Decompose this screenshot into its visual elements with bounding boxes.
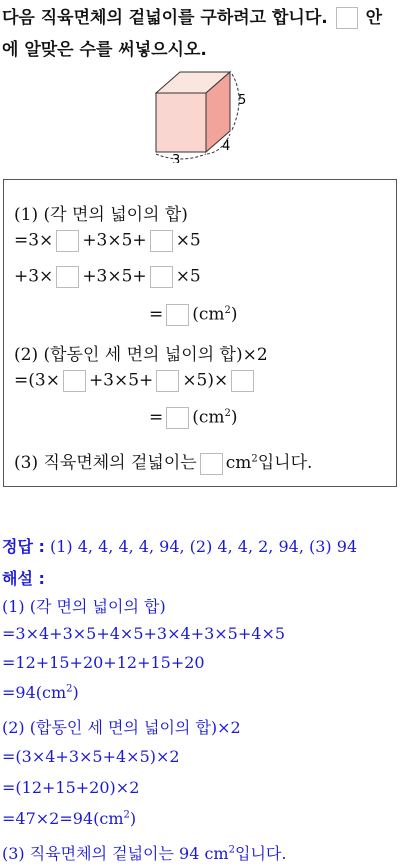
box-line-8 <box>14 448 312 475</box>
solution-line-6: =(3×4+3×5+4×5)×2 <box>2 747 180 766</box>
solution-line-4 <box>2 683 79 702</box>
superscript: 2 <box>251 453 258 465</box>
text: =(3× <box>14 370 60 391</box>
blank-box <box>166 407 189 429</box>
solution-line-3: =12+15+20+12+15+20 <box>2 653 205 672</box>
blank-box <box>156 370 179 392</box>
blank-box <box>56 230 79 252</box>
text: (3) 직육면체의 겉넓이는 94 cm <box>2 844 229 863</box>
text: =3× <box>14 230 54 251</box>
solution-line-5: (2) (합동인 세 면의 넓이의 합)×2 <box>2 718 241 737</box>
answer-text: (1) 4, 4, 4, 4, 94, (2) 4, 4, 2, 94, (3) 94 <box>49 537 358 556</box>
box-line-5: (2) (합동인 세 면의 넓이의 합)×2 <box>14 345 268 365</box>
text: =47×2=94(cm <box>2 809 124 828</box>
solution-line-9 <box>2 841 286 864</box>
text: ) <box>230 304 238 325</box>
text: 입니다. <box>234 844 287 863</box>
width-dimension <box>156 154 206 159</box>
blank-box <box>200 453 223 475</box>
text: (cm <box>192 407 225 428</box>
explain-label: 해설 : <box>2 569 45 588</box>
box-line-2 <box>14 230 201 252</box>
superscript: 2 <box>224 304 231 316</box>
height-label: 5 <box>238 93 247 108</box>
solution-line-2: =3×4+3×5+4×5+3×4+3×5+4×5 <box>2 624 286 643</box>
superscript: 2 <box>66 683 73 695</box>
solution-line-1: (1) (각 면의 넓이의 합) <box>2 597 166 616</box>
text: ×5 <box>175 266 201 287</box>
answer-line <box>2 534 357 557</box>
problem-box <box>3 179 397 487</box>
blank-box <box>150 230 173 252</box>
text: cm <box>225 453 252 473</box>
box-line-7 <box>149 407 238 429</box>
width-label: 3 <box>172 153 181 163</box>
text: ×5)× <box>182 370 229 391</box>
text: = <box>149 407 164 428</box>
depth-label: 4 <box>222 139 231 154</box>
question-line1: 다음 직육면체의 겉넓이를 구하려고 합니다. <box>2 8 328 28</box>
answer-blank-box <box>336 7 358 29</box>
text: (3) 직육면체의 겉넓이는 <box>14 453 197 473</box>
question-line2: 에 알맞은 수를 써넣으시오. <box>2 40 207 60</box>
blank-box <box>63 370 86 392</box>
blank-box <box>231 370 254 392</box>
text: 입니다. <box>257 453 313 473</box>
text: +3× <box>14 266 54 287</box>
text: ) <box>230 407 238 428</box>
text: ×5 <box>175 230 201 251</box>
superscript: 2 <box>228 844 235 856</box>
superscript: 2 <box>224 407 231 419</box>
superscript: 2 <box>123 809 130 821</box>
text: +3×5+ <box>88 370 154 391</box>
cuboid-front-face <box>156 93 206 152</box>
text: = <box>149 304 164 325</box>
text: =94(cm <box>2 683 67 702</box>
text: +3×5+ <box>82 230 147 251</box>
question-text <box>2 2 398 66</box>
text: ) <box>129 809 137 828</box>
text: ) <box>72 683 79 702</box>
text: +3×5+ <box>82 266 147 287</box>
box-line-4 <box>149 304 238 326</box>
solution-line-8 <box>2 809 136 828</box>
box-line-3 <box>14 266 201 288</box>
box-line-6 <box>14 370 257 392</box>
answer-label: 정답 : <box>2 537 45 556</box>
blank-box <box>56 266 79 288</box>
blank-box <box>166 304 189 326</box>
box-line-1: (1) (각 면의 넓이의 합) <box>14 205 188 225</box>
cuboid-figure <box>150 68 255 163</box>
blank-box <box>150 266 173 288</box>
text: (cm <box>192 304 225 325</box>
question-line1-end: 안 <box>365 8 383 28</box>
solution-line-7: =(12+15+20)×2 <box>2 778 140 797</box>
